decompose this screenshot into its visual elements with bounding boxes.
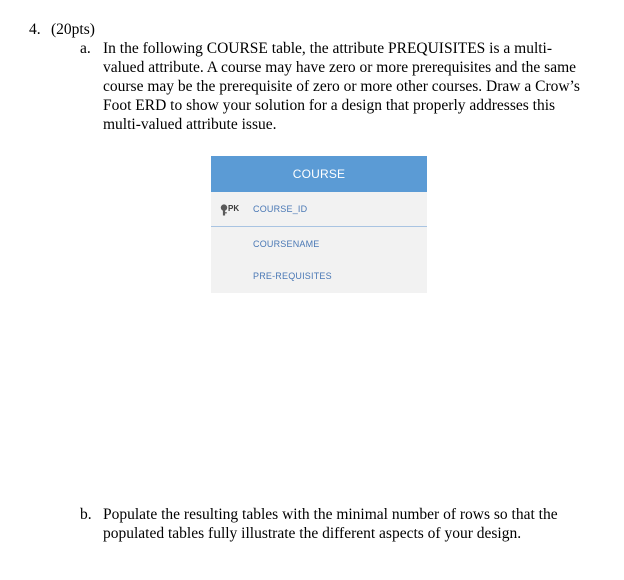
attribute-prerequisites: PRE-REQUISITES [253, 271, 332, 281]
entity-title: COURSE [211, 156, 427, 192]
attribute-coursename: COURSENAME [253, 239, 320, 249]
part-a [80, 39, 590, 134]
part-a-label: a. [80, 40, 91, 57]
part-a-text: In the following COURSE table, the attribute PREQUISITES is a multi-valued attribute. A course may have zero or more prerequisites and the same course may be the prerequisite of zero or more other courses. Draw a Crow’s Foot ERD to show your solution for a design that properly addresses this multi-valued attribute issue. [103, 40, 580, 133]
question-number: 4. [29, 21, 41, 38]
part-b-label: b. [80, 506, 92, 523]
entity-pk-row [211, 192, 427, 227]
part-b-text: Populate the resulting tables with the minimal number of rows so that the populated tables fully illustrate the different aspects of your design. [103, 506, 558, 542]
pk-attribute: COURSE_ID [253, 204, 308, 214]
pk-label: PK [228, 204, 240, 213]
part-b [80, 505, 590, 543]
question-points: (20pts) [51, 21, 95, 38]
course-entity [211, 156, 427, 293]
question-header [29, 20, 95, 39]
